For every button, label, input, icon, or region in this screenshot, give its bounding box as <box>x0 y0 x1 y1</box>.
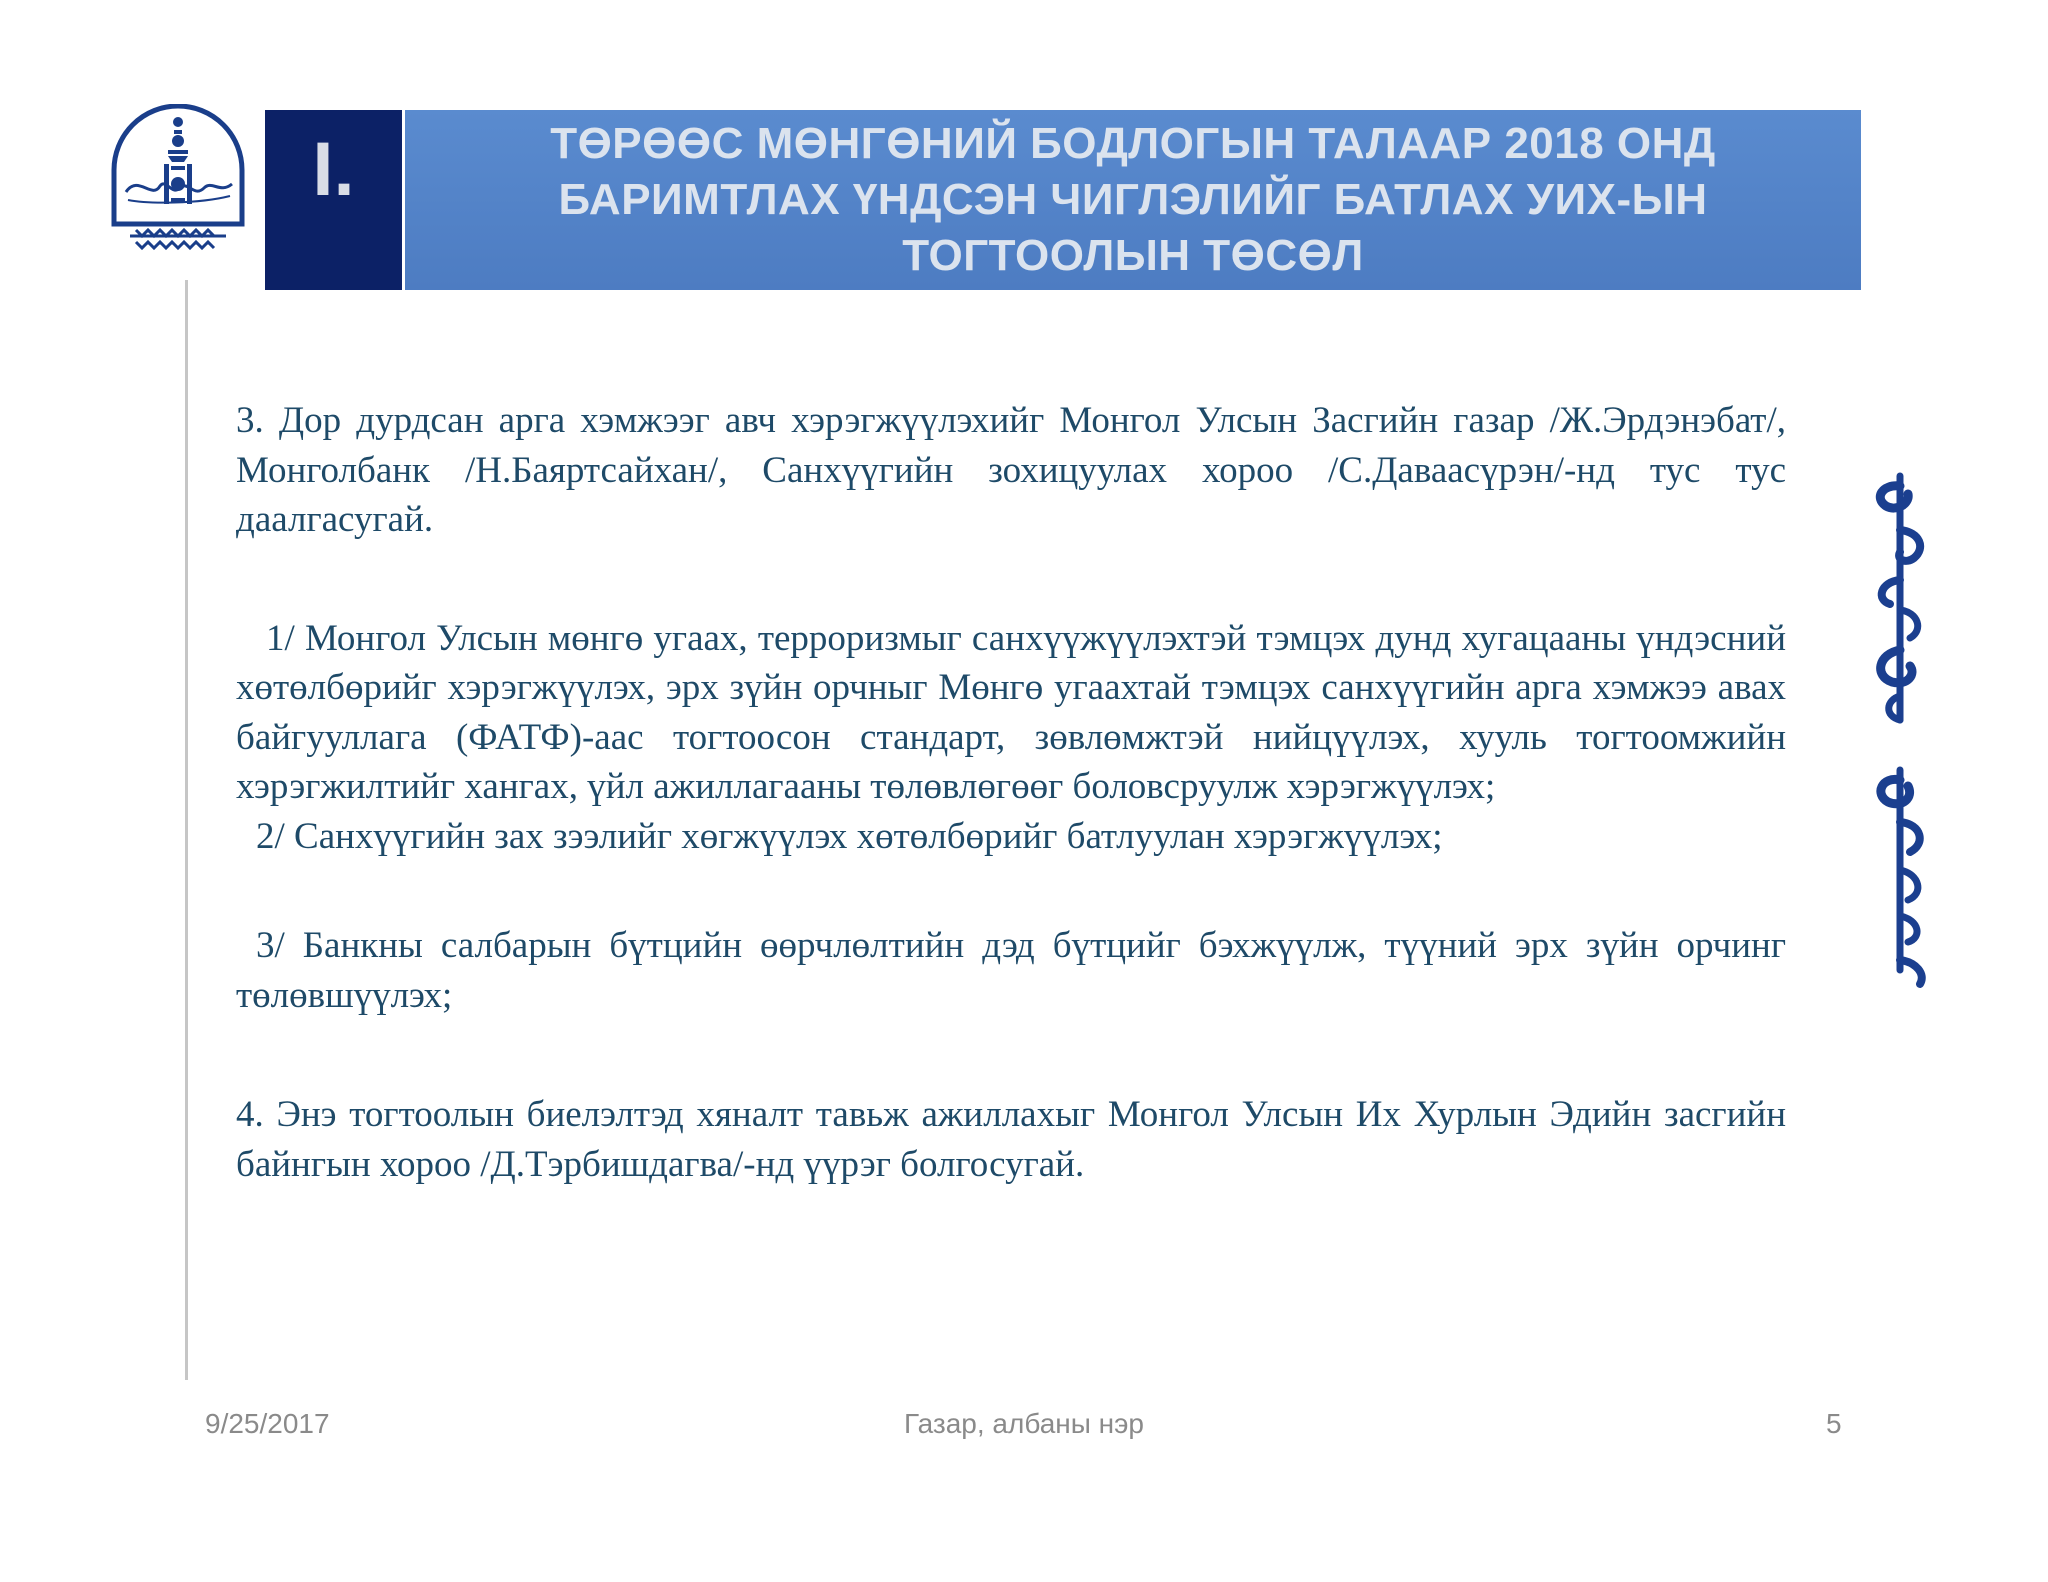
title-line: ТӨРӨӨС МӨНГӨНИЙ БОДЛОГЫН ТАЛААР 2018 ОНД <box>550 119 1716 168</box>
mongolian-script-graphic <box>1860 470 1940 990</box>
paragraph-item-4: 4. Энэ тогтоолын биелэлтэд хяналт тавьж ажиллахыг Монгол Улсын Их Хурлын Эдийн засгийн байнгын хороо /Д.Тэрбишдагва/-нд үүрэг болгосугай. <box>236 1094 1786 1185</box>
subitem-2: 2/ Санхүүгийн зах зээлийг хөгжүүлэх хөтөлбөрийг батлуулан хэрэгжүүлэх; <box>256 815 1443 857</box>
subitem-1: 1/ Монгол Улсын мөнгө угаах, терроризмыг санхүүжүүлэхтэй тэмцэх дунд хугацааны үндэсний хөтөлбөрийг хэрэгжүүлэх, эрх зүйн орчныг Мөнгө угаахтай тэмцэх санхүүгийн арга хэмжээ авах байгууллага (ФАТФ)-аас тогтоосон стандарт, зөвлөмжтэй нийцүүлэх, хууль тогтоомжийн хэрэгжилтийг хангах, үйл ажиллагааны төлөвлөгөөг боловсруулж хэрэгжүүлэх; <box>236 617 1786 807</box>
footer-date: 9/25/2017 <box>205 1408 330 1439</box>
body-content <box>236 396 1786 1189</box>
subitem-3: 3/ Банкны салбарын бүтцийн өөрчлөлтийн дэд бүтцийг бэхжүүлж, түүний эрх зүйн орчинг төлөвшүүлэх; <box>236 925 1786 1016</box>
title-banner <box>405 110 1861 290</box>
title-line: БАРИМТЛАХ ҮНДСЭН ЧИГЛЭЛИЙГ БАТЛАХ УИХ-ЫН <box>558 175 1708 224</box>
title-line: ТОГТООЛЫН ТӨСӨЛ <box>902 231 1364 280</box>
paragraph-item-3: 3. Дор дурдсан арга хэмжээг авч хэрэгжүүлэхийг Монгол Улсын Засгийн газар /Ж.Эрдэнэбат/, Монголбанк /Н.Баяртсайхан/, Санхүүгийн зохицуулах хороо /С.Даваасүрэн/-нд тус тус даалгасугай. <box>236 400 1786 540</box>
slide-title <box>550 116 1716 284</box>
page-number: 5 <box>1826 1408 1842 1439</box>
mongolbank-logo <box>108 104 248 256</box>
footer-organization: Газар, албаны нэр <box>904 1408 1144 1439</box>
section-number: I. <box>265 110 402 290</box>
left-divider <box>185 280 188 1380</box>
